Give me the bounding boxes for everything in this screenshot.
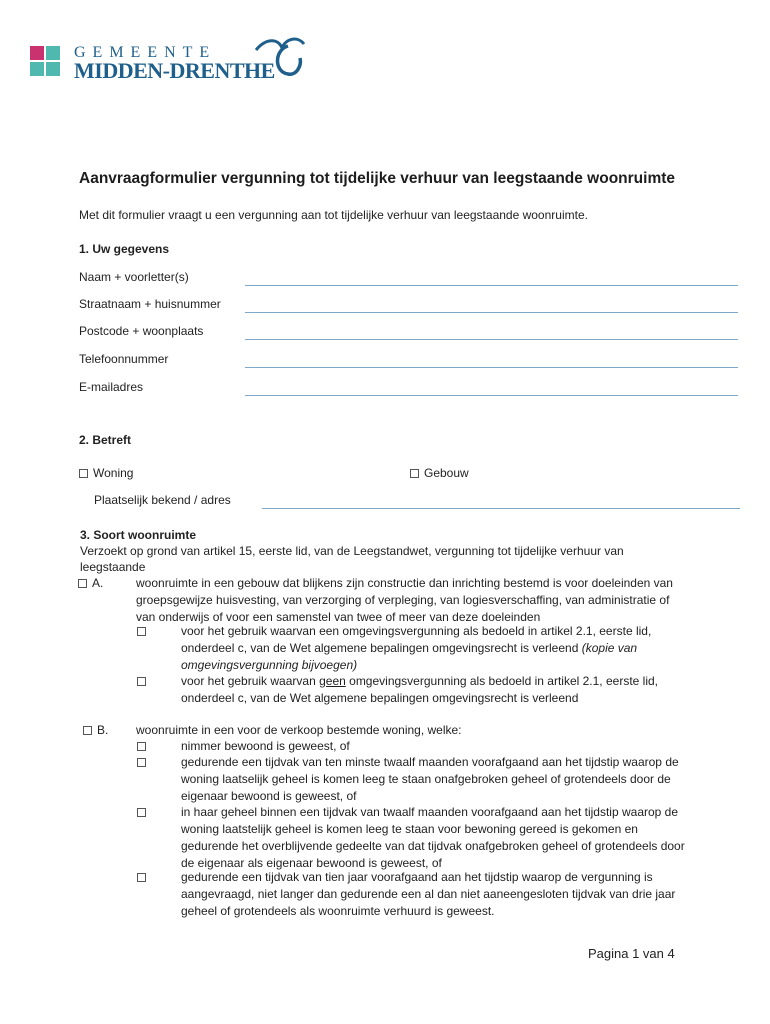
b-item4-text <box>181 869 741 920</box>
checkbox-gebouw[interactable] <box>410 469 419 478</box>
logo-square-teal-top <box>46 46 60 60</box>
checkbox-a[interactable] <box>78 579 87 588</box>
section3-intro-line2: leegstaande <box>80 560 146 574</box>
option-gebouw[interactable] <box>410 465 469 482</box>
sub2-line1: voor het gebruik waarvan geen omgevingsvergunning als bedoeld in artikel 2.1, eerste lid, <box>181 674 658 688</box>
section2-heading: 2. Betreft <box>79 433 132 447</box>
option-woning[interactable] <box>79 465 133 482</box>
b-item4-line: geheel of grotendeels als woonruimte verhuurd is geweest. <box>181 904 495 918</box>
b-item4-line: aangevraagd, niet langer dan gedurende een al dan niet aaneengesloten tijdvak van drie jaar <box>181 887 676 901</box>
b-item3-line: woning laatstelijk geheel is komen leeg te staan voor bewoning gereed is gekomen en <box>181 822 638 836</box>
b-item1-text <box>181 738 741 755</box>
page-title: Aanvraagformulier vergunning tot tijdelijke verhuur van leegstaande woonruimte <box>79 170 676 187</box>
b-item3-line: de eigenaar als eigenaar bewoond is geweest, of <box>181 856 442 870</box>
b-item2-line: eigenaar bewoond is geweest, of <box>181 789 357 803</box>
b-item2-text <box>181 754 741 805</box>
sub1-line1: voor het gebruik waarvan een omgevingsvergunning als bedoeld in artikel 2.1, eerste lid, <box>181 624 652 638</box>
field-line-name[interactable] <box>245 285 738 286</box>
logo-square-teal-left <box>30 62 44 76</box>
checkbox-b[interactable] <box>83 726 92 735</box>
location-line[interactable] <box>262 508 740 509</box>
section3-intro-line1: Verzoekt op grond van artikel 15, eerste lid, van de Leegstandwet, vergunning tot tijdelijke verhuur van <box>80 544 624 558</box>
b-item3-line: in haar geheel binnen een tijdvak van twaalf maanden voorafgaand aan het tijdstip waarop de <box>181 805 679 819</box>
field-label-phone: Telefoonnummer <box>79 352 169 366</box>
field-label-name: Naam + voorletter(s) <box>79 270 189 284</box>
checkbox-a-sub2[interactable] <box>137 677 146 686</box>
field-label-postcode: Postcode + woonplaats <box>79 324 204 338</box>
field-label-street: Straatnaam + huisnummer <box>79 297 221 311</box>
field-line-postcode[interactable] <box>245 339 738 340</box>
b-item2-line: gedurende een tijdvak van ten minste twaalf maanden voorafgaand aan het tijdstip waarop de <box>181 755 679 769</box>
option-a[interactable] <box>78 575 103 592</box>
b-item4-line: gedurende een tijdvak van tien jaar voorafgaand aan het tijdstip waarop de vergunning is <box>181 870 653 884</box>
logo-square-magenta <box>30 46 44 60</box>
sub1-line2: onderdeel c, van de Wet algemene bepalingen omgevingsrecht is verleend (kopie van <box>181 641 638 655</box>
sub1-line3: omgevingsvergunning bijvoegen) <box>181 658 358 672</box>
option-a-text <box>136 575 746 626</box>
logo-wave-icon <box>252 36 308 82</box>
checkbox-b-item1[interactable] <box>137 742 146 751</box>
location-label: Plaatselijk bekend / adres <box>94 493 231 507</box>
field-line-phone[interactable] <box>245 367 738 368</box>
checkbox-b-item2[interactable] <box>137 758 146 767</box>
checkbox-b-item3[interactable] <box>137 808 146 817</box>
page-number: Pagina 1 van 4 <box>588 946 675 961</box>
option-b-label: B. <box>97 723 109 737</box>
b-item2-line: woning laatselijk geheel is komen leeg te staan onafgebroken geheel of grotendeels door de <box>181 772 671 786</box>
logo-bottom-text: MIDDEN-DRENTHE <box>74 58 275 83</box>
checkbox-a-sub1[interactable] <box>137 627 146 636</box>
b-item3-text <box>181 804 746 872</box>
municipality-logo <box>30 44 310 84</box>
option-a-sub1-text <box>181 623 741 674</box>
section1-heading: 1. Uw gegevens <box>79 242 170 256</box>
b-item3-line: gedurende het overblijvende gedeelte van dat tijdvak onafgebroken geheel of grotendeels door <box>181 839 685 853</box>
option-a-label: A. <box>92 576 104 590</box>
b-item1-line: nimmer bewoond is geweest, of <box>181 739 350 753</box>
option-gebouw-label: Gebouw <box>424 466 469 480</box>
logo-top-text: GEMEENTE <box>74 44 217 61</box>
option-a-line: groepsgewijze huisvesting, van verzorging of verpleging, van logiesverschaffing, van administratie of <box>136 593 670 607</box>
sub2-line2: onderdeel c, van de Wet algemene bepalingen omgevingsrecht is verleend <box>181 691 579 705</box>
field-line-email[interactable] <box>245 395 738 396</box>
checkbox-b-item4[interactable] <box>137 873 146 882</box>
field-line-street[interactable] <box>245 312 738 313</box>
option-a-line: van onderwijs of voor een samenstel van twee of meer van deze doeleinden <box>136 610 541 624</box>
option-a-sub2-text <box>181 673 741 707</box>
option-b[interactable] <box>83 722 108 739</box>
section3-heading: 3. Soort woonruimte <box>80 528 197 542</box>
checkbox-woning[interactable] <box>79 469 88 478</box>
intro-text: Met dit formulier vraagt u een vergunning aan tot tijdelijke verhuur van leegstaande woonruimte. <box>79 208 588 222</box>
option-b-intro: woonruimte in een voor de verkoop bestemde woning, welke: <box>136 723 462 737</box>
option-a-line: woonruimte in een gebouw dat blijkens zijn constructie dan inrichting bestemd is voor doeleinden van <box>136 576 673 590</box>
logo-square-teal-right <box>46 62 60 76</box>
field-label-email: E-mailadres <box>79 380 144 394</box>
option-woning-label: Woning <box>93 466 134 480</box>
